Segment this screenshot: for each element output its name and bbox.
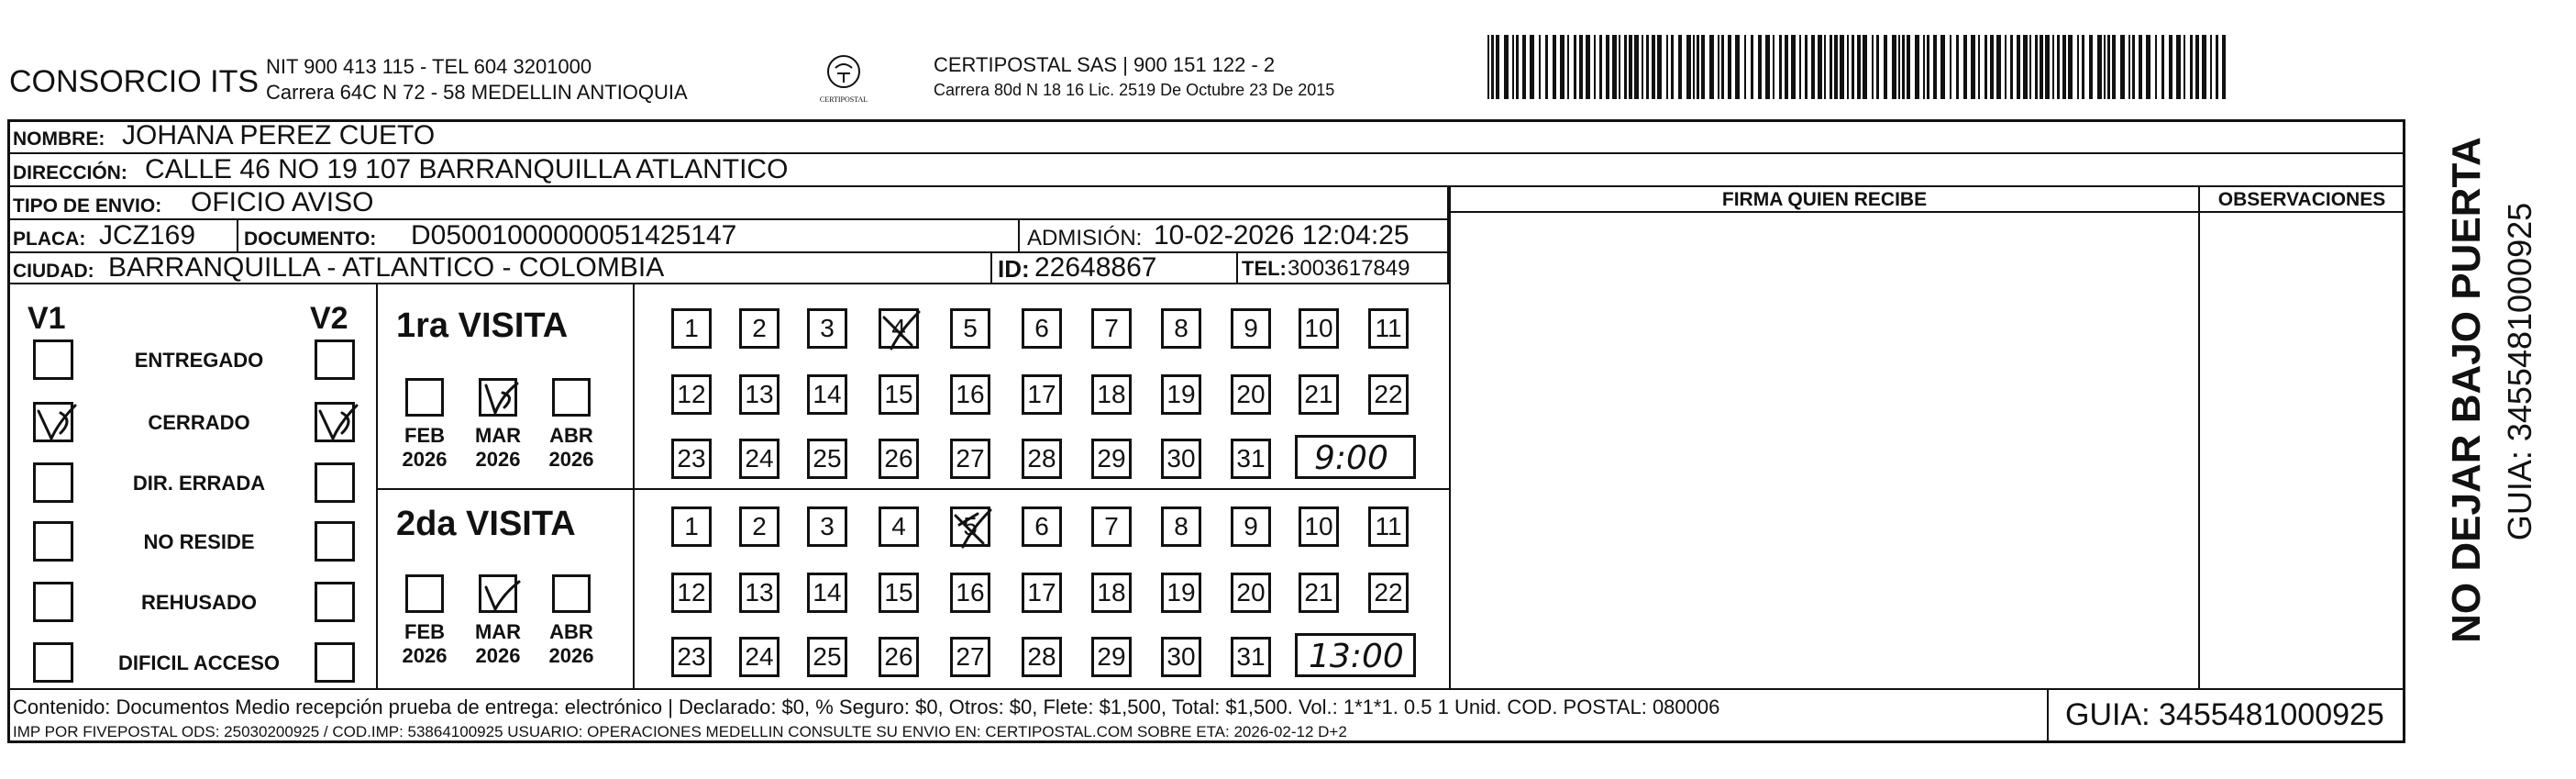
- second-day-28[interactable]: 28: [1022, 637, 1062, 677]
- v2-label: V2: [310, 301, 348, 336]
- first-month-name-1: MAR: [474, 424, 522, 447]
- second-month-checkbox-1[interactable]: [479, 574, 517, 613]
- second-day-6[interactable]: 6: [1022, 506, 1062, 547]
- first-day-18[interactable]: 18: [1091, 374, 1132, 415]
- tipo-value: OFICIO AVISO: [191, 187, 374, 217]
- second-day-14[interactable]: 14: [807, 573, 847, 613]
- nombre-label: NOMBRE:: [13, 128, 105, 150]
- status-label-0: ENTREGADO: [134, 349, 264, 372]
- first-day-27[interactable]: 27: [950, 439, 990, 479]
- second-day-2[interactable]: 2: [739, 506, 779, 547]
- documento-label: DOCUMENTO:: [244, 228, 377, 250]
- v1-checkbox-2[interactable]: [33, 462, 73, 503]
- second-day-11[interactable]: 11: [1368, 506, 1409, 547]
- tel-value: 3003617849: [1288, 256, 1410, 281]
- first-day-10[interactable]: 10: [1299, 308, 1339, 349]
- footer-line-1: Contenido: Documentos Medio recepción prueba de entrega: electrónico | Declarado: $0, % Seguro: $0, Otros: $0, Flete: $1,500, Total: $1,500. Vol.: 1*1*1. 0.5 1 Unid. COD. POSTAL: 080006: [13, 696, 1720, 718]
- admision-label: ADMISIÓN:: [1027, 226, 1143, 250]
- certipostal-info-2: Carrera 80d N 18 16 Lic. 2519 De Octubre 23 De 2015: [934, 81, 1335, 99]
- company-name: CONSORCIO ITS: [9, 64, 260, 99]
- second-day-4[interactable]: 4: [879, 506, 919, 547]
- second-day-17[interactable]: 17: [1022, 573, 1062, 613]
- first-day-9[interactable]: 9: [1231, 308, 1271, 349]
- second-month-name-1: MAR: [474, 620, 522, 643]
- second-day-13[interactable]: 13: [739, 573, 779, 613]
- second-day-15[interactable]: 15: [879, 573, 919, 613]
- barcode: [1487, 35, 2230, 99]
- guia-vertical: GUIA: 3455481000925: [2501, 202, 2538, 541]
- first-day-30[interactable]: 30: [1161, 439, 1201, 479]
- second-day-27[interactable]: 27: [950, 637, 990, 677]
- second-day-1[interactable]: 1: [671, 506, 712, 547]
- first-day-3[interactable]: 3: [807, 308, 847, 349]
- row-placa: [7, 220, 1449, 253]
- v2-checkbox-0[interactable]: [315, 339, 355, 380]
- v2-checkbox-5[interactable]: [315, 642, 355, 683]
- first-day-28[interactable]: 28: [1022, 439, 1062, 479]
- row-ciudad: [7, 253, 1449, 284]
- first-month-year-1: 2026: [475, 448, 521, 471]
- first-day-23[interactable]: 23: [671, 439, 712, 479]
- first-day-7[interactable]: 7: [1091, 308, 1132, 349]
- certipostal-logo: [812, 51, 876, 106]
- nombre-value: JOHANA PEREZ CUETO: [122, 120, 436, 150]
- first-day-1[interactable]: 1: [671, 308, 712, 349]
- row-nombre: [7, 119, 2405, 154]
- first-day-20[interactable]: 20: [1231, 374, 1271, 415]
- first-day-25[interactable]: 25: [807, 439, 847, 479]
- second-day-31[interactable]: 31: [1231, 637, 1271, 677]
- second-day-5[interactable]: 5: [950, 506, 990, 547]
- first-month-name-2: ABR: [549, 424, 593, 447]
- second-visit-time-box[interactable]: [1295, 633, 1416, 677]
- first-day-6[interactable]: 6: [1022, 308, 1062, 349]
- row-direccion: [7, 154, 2405, 187]
- first-month-year-2: 2026: [548, 448, 594, 471]
- company-address: Carrera 64C N 72 - 58 MEDELLIN ANTIOQUIA: [266, 81, 688, 104]
- footer-guia: GUIA: 3455481000925: [2065, 697, 2384, 732]
- second-day-22[interactable]: 22: [1368, 573, 1409, 613]
- second-day-26[interactable]: 26: [879, 637, 919, 677]
- second-day-19[interactable]: 19: [1161, 573, 1201, 613]
- first-day-26[interactable]: 26: [879, 439, 919, 479]
- second-day-21[interactable]: 21: [1299, 573, 1339, 613]
- first-day-8[interactable]: 8: [1161, 308, 1201, 349]
- second-month-checkbox-2[interactable]: [552, 574, 591, 613]
- first-day-16[interactable]: 16: [950, 374, 990, 415]
- v1-checkbox-5[interactable]: [33, 642, 73, 683]
- first-day-21[interactable]: 21: [1299, 374, 1339, 415]
- second-month-year-0: 2026: [402, 644, 448, 667]
- first-day-24[interactable]: 24: [739, 439, 779, 479]
- status-label-1: CERRADO: [148, 411, 250, 434]
- first-day-4[interactable]: 4: [879, 308, 919, 349]
- first-day-22[interactable]: 22: [1368, 374, 1409, 415]
- v1-checkbox-1[interactable]: [33, 402, 73, 442]
- second-day-18[interactable]: 18: [1091, 573, 1132, 613]
- second-month-name-2: ABR: [549, 620, 593, 643]
- first-day-29[interactable]: 29: [1091, 439, 1132, 479]
- ciudad-value: BARRANQUILLA - ATLANTICO - COLOMBIA: [108, 252, 665, 283]
- second-day-20[interactable]: 20: [1231, 573, 1271, 613]
- v1-label: V1: [28, 301, 66, 336]
- second-day-7[interactable]: 7: [1091, 506, 1132, 547]
- firma-header: FIRMA QUIEN RECIBE: [1721, 189, 1928, 210]
- first-day-31[interactable]: 31: [1231, 439, 1271, 479]
- second-day-24[interactable]: 24: [739, 637, 779, 677]
- v2-checkbox-1[interactable]: [315, 402, 355, 442]
- id-value: 22648867: [1034, 252, 1157, 283]
- ciudad-label: CIUDAD:: [13, 261, 94, 282]
- placa-label: PLACA:: [13, 228, 86, 250]
- status-label-3: NO RESIDE: [143, 530, 255, 553]
- first-month-name-0: FEB: [404, 424, 445, 447]
- first-day-19[interactable]: 19: [1161, 374, 1201, 415]
- observaciones-area[interactable]: [2202, 215, 2404, 686]
- second-day-30[interactable]: 30: [1161, 637, 1201, 677]
- status-label-5: DIFICIL ACCESO: [117, 651, 280, 674]
- id-label: ID:: [998, 255, 1030, 283]
- v2-checkbox-2[interactable]: [315, 462, 355, 503]
- second-month-year-2: 2026: [548, 644, 594, 667]
- second-day-3[interactable]: 3: [807, 506, 847, 547]
- direccion-label: DIRECCIÓN:: [13, 162, 127, 184]
- first-day-15[interactable]: 15: [879, 374, 919, 415]
- first-month-checkbox-0[interactable]: [405, 378, 444, 417]
- first-day-12[interactable]: 12: [671, 374, 712, 415]
- second-day-9[interactable]: 9: [1231, 506, 1271, 547]
- svg-text:CERTIPOSTAL: CERTIPOSTAL: [819, 95, 868, 104]
- status-label-4: REHUSADO: [141, 591, 257, 614]
- first-day-11[interactable]: 11: [1368, 308, 1409, 349]
- documento-value: D05001000000051425147: [411, 220, 737, 250]
- tipo-label: TIPO DE ENVIO:: [13, 195, 162, 217]
- second-day-29[interactable]: 29: [1091, 637, 1132, 677]
- second-month-name-0: FEB: [404, 620, 445, 643]
- first-day-5[interactable]: 5: [950, 308, 990, 349]
- firma-area[interactable]: [1453, 215, 2195, 686]
- direccion-value: CALLE 46 NO 19 107 BARRANQUILLA ATLANTICO: [145, 154, 789, 184]
- certipostal-info-1: CERTIPOSTAL SAS | 900 151 122 - 2: [934, 53, 1276, 76]
- second-day-25[interactable]: 25: [807, 637, 847, 677]
- second-visit-time: 13:00: [1309, 638, 1404, 675]
- first-day-17[interactable]: 17: [1022, 374, 1062, 415]
- second-day-8[interactable]: 8: [1161, 506, 1201, 547]
- second-day-16[interactable]: 16: [950, 573, 990, 613]
- first-month-checkbox-1[interactable]: [479, 378, 517, 417]
- v1-checkbox-3[interactable]: [33, 521, 73, 562]
- v1-checkbox-0[interactable]: [33, 339, 73, 380]
- tel-label: TEL:: [1242, 257, 1287, 280]
- status-label-2: DIR. ERRADA: [132, 472, 266, 495]
- row-tipo: [7, 187, 1449, 220]
- first-month-checkbox-2[interactable]: [552, 378, 591, 417]
- second-month-checkbox-0[interactable]: [405, 574, 444, 613]
- v2-checkbox-4[interactable]: [315, 582, 355, 622]
- company-nit: NIT 900 413 115 - TEL 604 3201000: [266, 55, 592, 78]
- admision-value: 10-02-2026 12:04:25: [1154, 220, 1410, 250]
- first-visit-time-box[interactable]: [1295, 435, 1416, 479]
- first-visit-time: 9:00: [1314, 440, 1388, 477]
- second-day-23[interactable]: 23: [671, 637, 712, 677]
- footer-line-2: IMP POR FIVEPOSTAL ODS: 25030200925 / COD.IMP: 53864100925 USUARIO: OPERACIONES MEDELLIN CONSULTE SU ENVIO EN: CERTIPOSTAL.COM SOBRE ETA: 2026-02-12 D+2: [13, 723, 1347, 740]
- first-visit-title: 1ra VISITA: [396, 306, 569, 345]
- first-day-2[interactable]: 2: [739, 308, 779, 349]
- first-day-14[interactable]: 14: [807, 374, 847, 415]
- observaciones-header: OBSERVACIONES: [2217, 189, 2386, 210]
- second-day-12[interactable]: 12: [671, 573, 712, 613]
- first-month-year-0: 2026: [402, 448, 448, 471]
- no-dejar-bajo-puerta: NO DEJAR BAJO PUERTA: [2444, 137, 2489, 643]
- v2-checkbox-3[interactable]: [315, 521, 355, 562]
- placa-value: JCZ169: [99, 220, 196, 250]
- second-visit-title: 2da VISITA: [396, 505, 576, 543]
- first-day-13[interactable]: 13: [739, 374, 779, 415]
- second-day-10[interactable]: 10: [1299, 506, 1339, 547]
- v1-checkbox-4[interactable]: [33, 582, 73, 622]
- second-month-year-1: 2026: [475, 644, 521, 667]
